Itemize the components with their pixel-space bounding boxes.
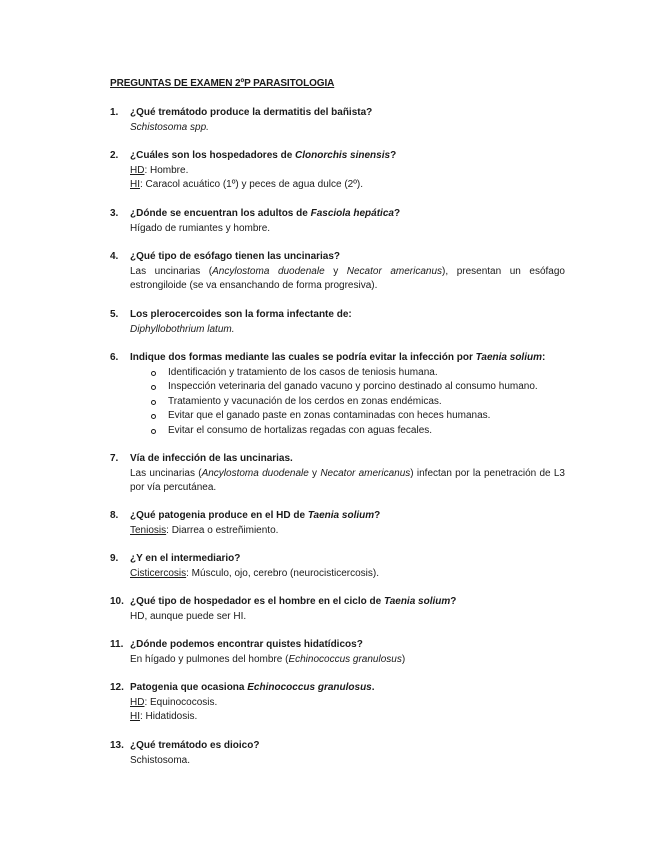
- question-number: 4.: [110, 251, 119, 262]
- question-6: [110, 351, 565, 438]
- list-item: Evitar el consumo de hortalizas regadas con aguas fecales.: [149, 424, 565, 439]
- bullet-list: [130, 366, 565, 439]
- question-number: 9.: [110, 553, 119, 564]
- answer-text: Cisticercosis: Músculo, ojo, cerebro (neurocisticercosis).: [130, 567, 379, 579]
- question-text: Vía de infección de las uncinarias.: [130, 453, 293, 464]
- answer-text: En hígado y pulmones del hombre (Echinococcus granulosus): [130, 653, 406, 665]
- question-text: ¿Qué tremátodo es dioico?: [130, 740, 260, 751]
- answer-text: Las uncinarias (Ancylostoma duodenale y Necator americanus), presentan un esófago estrongiloide (se va ensanchando de forma progresiva).: [130, 265, 565, 291]
- question-1: [110, 106, 565, 135]
- answer-line-hi: HI: Hidatidosis.: [130, 711, 198, 722]
- question-text: ¿Y en el intermediario?: [130, 553, 241, 564]
- document-title: PREGUNTAS DE EXAMEN 2ºP PARASITOLOGIA: [110, 78, 335, 89]
- question-text: ¿Dónde podemos encontrar quistes hidatídicos?: [130, 639, 363, 650]
- answer-text: Hígado de rumiantes y hombre.: [130, 222, 271, 234]
- question-text: ¿Qué tipo de esófago tienen las uncinarias?: [130, 251, 341, 262]
- question-4: [110, 250, 565, 294]
- answer-text: Schistosoma.: [130, 754, 191, 766]
- question-text: ¿Cuáles son los hospedadores de Clonorchis sinensis?: [130, 150, 397, 161]
- question-12: [110, 681, 565, 725]
- question-7: [110, 452, 565, 496]
- answer-line-hd: HD: Hombre.: [130, 164, 189, 176]
- question-text: ¿Qué tremátodo produce la dermatitis del bañista?: [130, 107, 373, 118]
- question-number: 12.: [110, 682, 124, 693]
- list-item: Identificación y tratamiento de los casos de teniosis humana.: [149, 366, 565, 381]
- question-number: 2.: [110, 150, 119, 161]
- answer-line-hi: HI: Caracol acuático (1º) y peces de agua dulce (2º).: [130, 179, 363, 190]
- question-number: 6.: [110, 352, 119, 363]
- question-number: 7.: [110, 453, 119, 464]
- question-11: [110, 638, 565, 667]
- question-number: 1.: [110, 107, 119, 118]
- question-text: Los plerocercoides son la forma infectante de:: [130, 309, 352, 320]
- question-text: ¿Qué tipo de hospedador es el hombre en el ciclo de Taenia solium?: [130, 596, 457, 607]
- list-item: Evitar que el ganado paste en zonas contaminadas con heces humanas.: [149, 409, 565, 424]
- question-text: ¿Dónde se encuentran los adultos de Fasciola hepática?: [130, 208, 401, 219]
- question-8: [110, 509, 565, 538]
- answer-line-hd: HD: Equinococosis.: [130, 696, 218, 708]
- question-number: 3.: [110, 208, 119, 219]
- question-2: [110, 149, 565, 193]
- question-number: 5.: [110, 309, 119, 320]
- answer-text: Diphyllobothrium latum.: [130, 323, 235, 335]
- answer-text: Schistosoma spp.: [130, 121, 209, 133]
- question-3: [110, 207, 565, 236]
- question-9: [110, 552, 565, 581]
- question-number: 10.: [110, 596, 124, 607]
- question-number: 8.: [110, 510, 119, 521]
- question-text: ¿Qué patogenia produce en el HD de Taenia solium?: [130, 510, 381, 521]
- question-10: [110, 595, 565, 624]
- question-number: 13.: [110, 740, 124, 751]
- list-item: Inspección veterinaria del ganado vacuno y porcino destinado al consumo humano.: [149, 380, 565, 395]
- question-number: 11.: [110, 639, 124, 650]
- answer-text: Las uncinarias (Ancylostoma duodenale y Necator americanus) infectan por la penetración de L3 por vía percutánea.: [130, 467, 565, 493]
- answer-text: HD, aunque puede ser HI.: [130, 610, 247, 622]
- list-item: Tratamiento y vacunación de los cerdos en zonas endémicas.: [149, 395, 565, 410]
- question-text: Patogenia que ocasiona Echinococcus granulosus.: [130, 682, 375, 693]
- question-5: [110, 308, 565, 337]
- question-text: Indique dos formas mediante las cuales se podría evitar la infección por Taenia solium:: [130, 352, 546, 363]
- question-13: [110, 739, 565, 768]
- answer-text: Teniosis: Diarrea o estreñimiento.: [130, 524, 279, 536]
